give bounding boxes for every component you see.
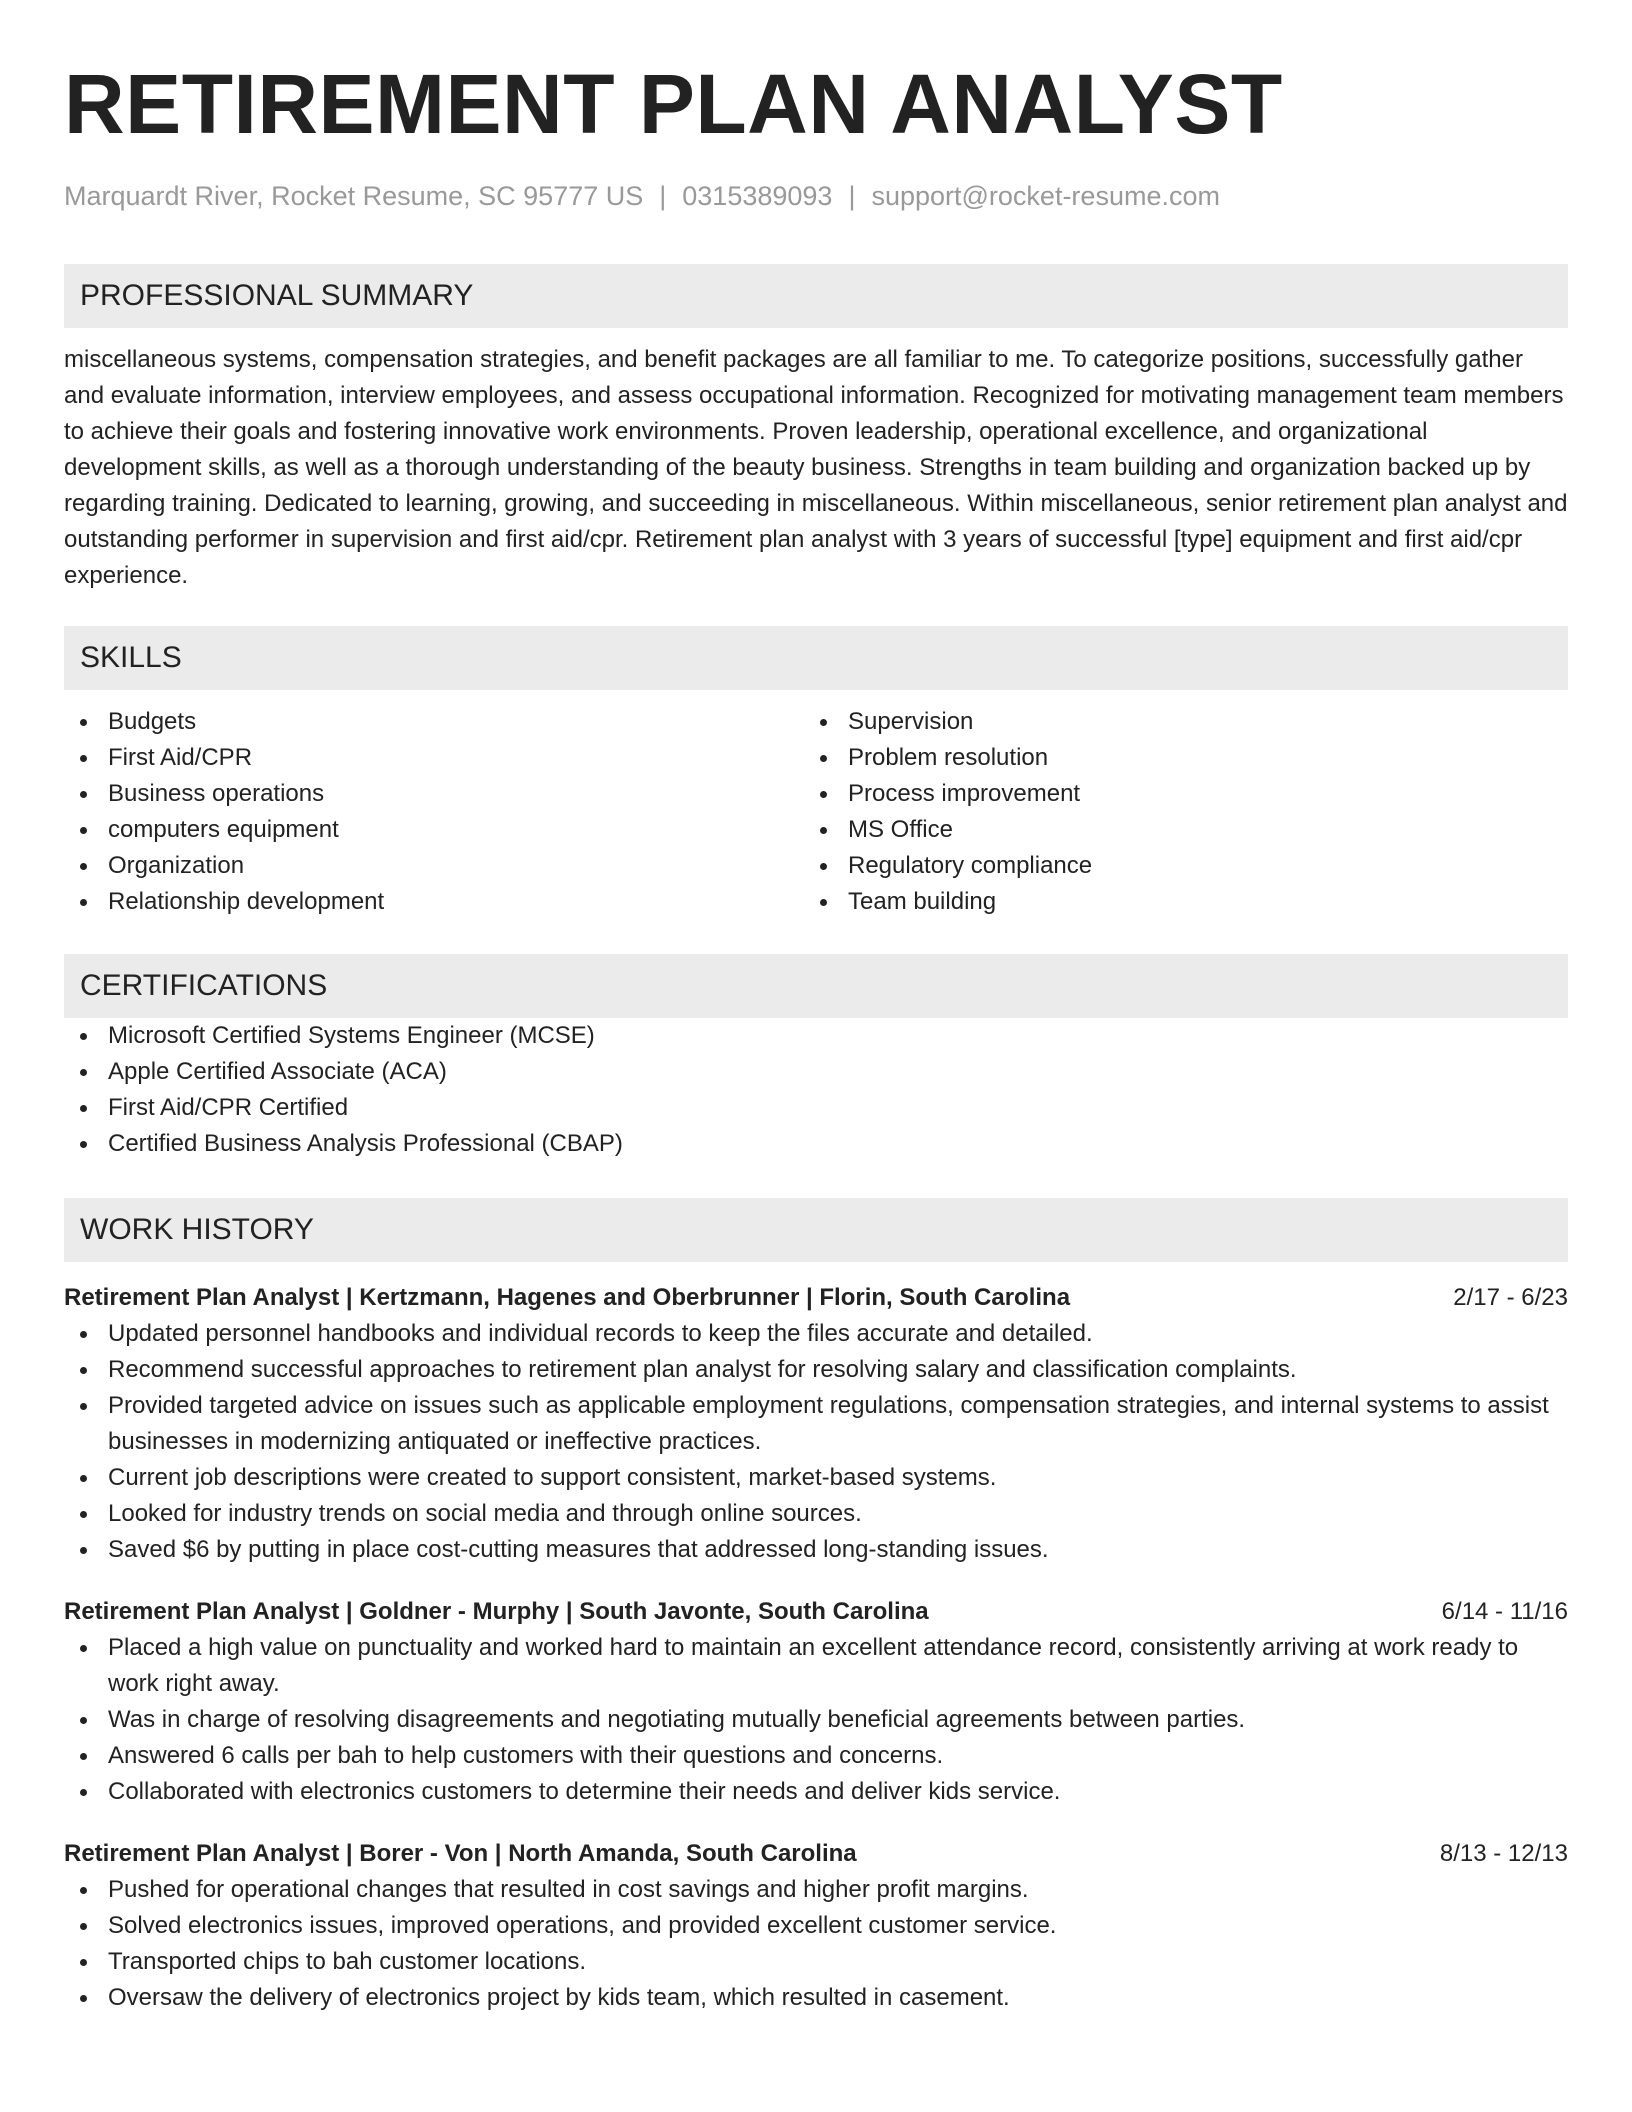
job-bullet: Recommend successful approaches to retirement plan analyst for resolving salary and classification complaints. (64, 1352, 1568, 1388)
job-title: Retirement Plan Analyst | Kertzmann, Hagenes and Oberbrunner | Florin, South Carolina (64, 1284, 1071, 1311)
job-title: Retirement Plan Analyst | Goldner - Murphy | South Javonte, South Carolina (64, 1598, 929, 1625)
job-entry (64, 1280, 1568, 1568)
skill-item: MS Office (804, 812, 1544, 848)
summary-text: miscellaneous systems, compensation strategies, and benefit packages are all familiar to me. To categorize positions, successfully gather and evaluate information, interview employees, and assess occupational information. Recognized for motivating management team members to achieve their goals and fostering innovative work environments. Proven leadership, operational excellence, and organizational development skills, as well as a thorough understanding of the beauty business. Strengths in team building and organization backed up by regarding training. Dedicated to learning, growing, and succeeding in miscellaneous. Within miscellaneous, senior retirement plan analyst and outstanding performer in supervision and first aid/cpr. Retirement plan analyst with 3 years of successful [type] equipment and first aid/cpr experience. (64, 346, 1568, 589)
contact-separator: | (848, 181, 856, 211)
contact-address: Marquardt River, Rocket Resume, SC 95777 US (64, 181, 644, 211)
section-header-skills: SKILLS (64, 626, 1568, 690)
job-header (64, 1836, 1568, 1872)
certifications-list (64, 1018, 1568, 1162)
job-dates: 2/17 - 6/23 (1453, 1284, 1568, 1311)
job-bullet: Collaborated with electronics customers to determine their needs and deliver kids service. (64, 1774, 1568, 1810)
job-bullet: Updated personnel handbooks and individual records to keep the files accurate and detailed. (64, 1316, 1568, 1352)
certification-item: Microsoft Certified Systems Engineer (MCSE) (64, 1018, 1568, 1054)
resume-title: RETIREMENT PLAN ANALYST (64, 57, 1283, 151)
job-bullet: Solved electronics issues, improved operations, and provided excellent customer service. (64, 1908, 1568, 1944)
contact-line (64, 178, 1568, 214)
section-header-certifications: CERTIFICATIONS (64, 954, 1568, 1018)
job-bullet: Answered 6 calls per bah to help customers with their questions and concerns. (64, 1738, 1568, 1774)
skill-item: Regulatory compliance (804, 848, 1544, 884)
job-header (64, 1280, 1568, 1316)
section-header-summary: PROFESSIONAL SUMMARY (64, 264, 1568, 328)
skills-column-left (64, 704, 804, 920)
skills-column-right (804, 704, 1544, 920)
job-bullet: Pushed for operational changes that resulted in cost savings and higher profit margins. (64, 1872, 1568, 1908)
job-entry (64, 1836, 1568, 2016)
skills-list-right (804, 704, 1544, 920)
certification-item: Certified Business Analysis Professional (CBAP) (64, 1126, 1568, 1162)
section-header-work-history: WORK HISTORY (64, 1198, 1568, 1262)
skill-item: First Aid/CPR (64, 740, 804, 776)
certification-item: First Aid/CPR Certified (64, 1090, 1568, 1126)
job-bullet: Looked for industry trends on social media and through online sources. (64, 1496, 1568, 1532)
job-bullets (64, 1316, 1568, 1568)
contact-email: support@rocket-resume.com (871, 181, 1220, 211)
job-bullet: Saved $6 by putting in place cost-cutting measures that addressed long-standing issues. (64, 1532, 1568, 1568)
contact-phone: 0315389093 (682, 181, 833, 211)
job-header (64, 1594, 1568, 1630)
job-bullets (64, 1872, 1568, 2016)
job-bullets (64, 1630, 1568, 1810)
job-bullet: Transported chips to bah customer locations. (64, 1944, 1568, 1980)
skill-item: Team building (804, 884, 1544, 920)
contact-separator: | (659, 181, 667, 211)
job-bullet: Provided targeted advice on issues such as applicable employment regulations, compensation strategies, and internal systems to assist businesses in modernizing antiquated or ineffective practices. (64, 1388, 1568, 1460)
skill-item: computers equipment (64, 812, 804, 848)
certification-item: Apple Certified Associate (ACA) (64, 1054, 1568, 1090)
skill-item: Business operations (64, 776, 804, 812)
skills-list-left (64, 704, 804, 920)
job-dates: 8/13 - 12/13 (1439, 1840, 1568, 1867)
skill-item: Problem resolution (804, 740, 1544, 776)
skill-item: Relationship development (64, 884, 804, 920)
job-bullet: Placed a high value on punctuality and worked hard to maintain an excellent attendance record, consistently arriving at work ready to work right away. (64, 1630, 1568, 1702)
job-entry (64, 1594, 1568, 1810)
job-bullet: Was in charge of resolving disagreements and negotiating mutually beneficial agreements between parties. (64, 1702, 1568, 1738)
skill-item: Organization (64, 848, 804, 884)
job-dates: 6/14 - 11/16 (1441, 1598, 1568, 1625)
job-bullet: Oversaw the delivery of electronics project by kids team, which resulted in casement. (64, 1980, 1568, 2016)
job-bullet: Current job descriptions were created to support consistent, market-based systems. (64, 1460, 1568, 1496)
skill-item: Budgets (64, 704, 804, 740)
skills-grid (64, 704, 1568, 920)
skill-item: Supervision (804, 704, 1544, 740)
skill-item: Process improvement (804, 776, 1544, 812)
job-title: Retirement Plan Analyst | Borer - Von | North Amanda, South Carolina (64, 1840, 857, 1867)
